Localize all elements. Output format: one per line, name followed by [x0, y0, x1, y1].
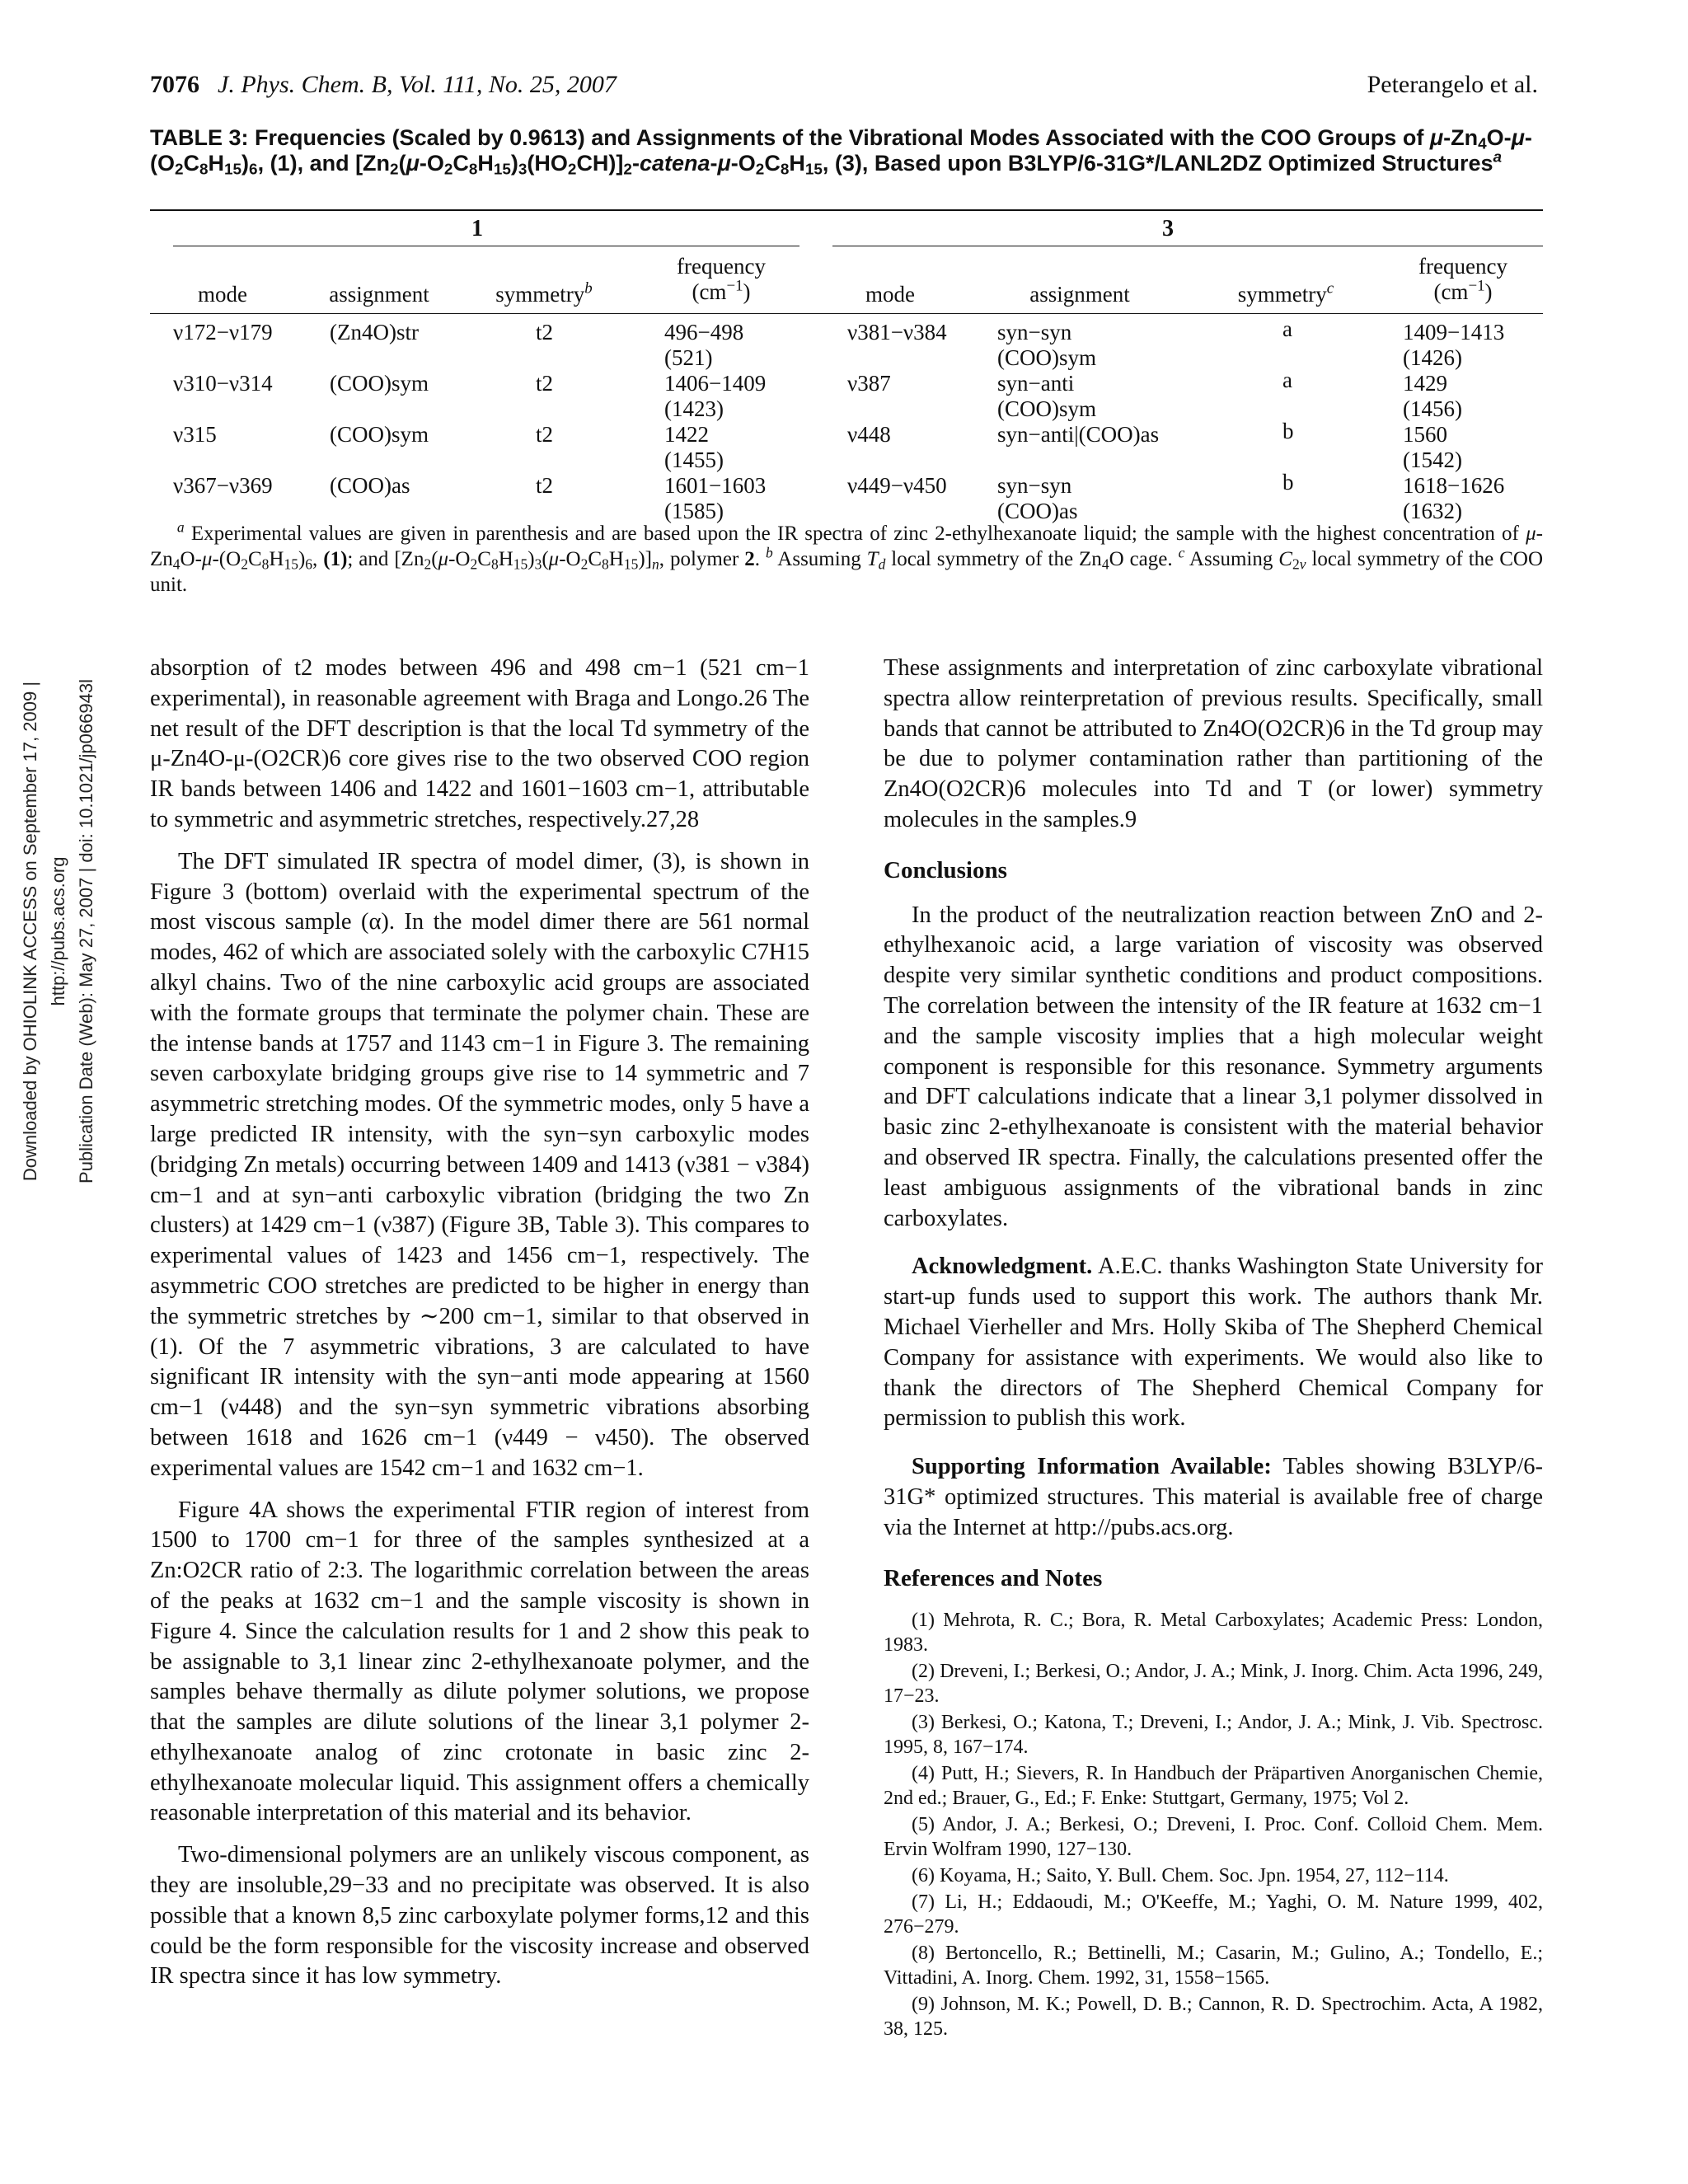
experimental-cell: (1585): [664, 499, 724, 523]
page-number: 7076: [150, 71, 199, 98]
assignment-cell: (COO)as: [997, 499, 1078, 523]
experimental-cell: (1632): [1403, 499, 1462, 523]
frequency-cell: 1601−1603: [664, 473, 767, 498]
symmetry-cell: t2: [536, 371, 554, 396]
col-mode-3: mode: [865, 282, 915, 307]
col-frequency-3: frequency $(cm^{-1})$: [1418, 254, 1507, 304]
mode-cell: ν315: [173, 422, 217, 447]
symmetry-cell: t2: [536, 320, 554, 344]
supporting-info: Supporting Information Available: Tables showing B3LYP/6-31G* optimized structures. This material is available free of charge via the Internet at http://pubs.acs.org.: [884, 1454, 1543, 1540]
symmetry-cell: t2: [536, 473, 554, 498]
experimental-cell: (1455): [664, 448, 724, 472]
table-footnote: $^a$ Experimental values are given in parenthesis and are based upon the IR spectra of zinc 2-ethylhexanoate liquid; the sample with the highest concentration of $\mu-Zn_4O-\mu-(O_2C_8H_{15})_6$, (1); and $[Zn_2(\mu-O_2C_8H_{15})_3(\mu-O_2C_8H_{15})]_n$, polymer 2. $^b$ Assuming $T_d$ local symmetry of the $Zn_4O$ cage. $^c$ Assuming $C_{2v}$ local symmetry of the COO unit.: [150, 518, 1544, 596]
mode-cell: ν367−ν369: [173, 473, 273, 498]
sidebar-line-1: Downloaded by OHIOLINK ACCESS on September 17, 2009 | http://pubs.acs.org: [20, 681, 68, 1182]
assignment-cell: (Zn4O)str: [330, 320, 419, 344]
left-column: [150, 654, 809, 2004]
journal-citation: J. Phys. Chem. B, Vol. 111, No. 25, 2007: [218, 71, 617, 98]
mode-cell: ν448: [847, 422, 891, 447]
reference-item: (8) Bertoncello, R.; Bettinelli, M.; Casarin, M.; Gulino, A.; Tondello, E.; Vittadini, A. Inorg. Chem. 1992, 31, 1558−1565.: [884, 1943, 1543, 1990]
conclusions-text: In the product of the neutralization reaction between ZnO and 2-ethylhexanoic acid, a large variation of viscosity was observed despite very similar synthetic conditions and product compositions. The correlation between the intensity of the IR feature at 1632 cm−1 and the sample viscosity implies that a high molecular weight component is responsible for this resonance. Symmetry arguments and DFT calculations indicate that a linear 3,1 polymer dissolved in basic zinc 2-ethylhexanoate is consistent with the material behavior and observed IR spectra. Finally, the calculations presented offer the least ambiguous assignments of the vibrational bands in zinc carboxylates.: [884, 902, 1543, 1231]
col-assignment-1: assignment: [329, 282, 429, 307]
assignment-cell: (COO)sym: [330, 371, 429, 396]
col-symmetry-1: symmetry$^b$: [495, 279, 593, 307]
assignment-cell: (COO)sym: [997, 345, 1096, 370]
mode-cell: ν172−ν179: [173, 320, 273, 344]
assignment-cell: (COO)sym: [330, 422, 429, 447]
paragraph-4: Two-dimensional polymers are an unlikely viscous component, as they are insoluble,29−33 and no precipitate was observed. It is also possible that a known 8,5 zinc carboxylate polymer forms,12 and this could be the form responsible for the viscosity increase and observed IR spectra since it has low symmetry.: [150, 1842, 809, 1990]
experimental-cell: (1426): [1403, 345, 1462, 370]
download-sidebar: [16, 643, 96, 1220]
symmetry-cell: a: [1282, 316, 1292, 341]
reference-item: (9) Johnson, M. K.; Powell, D. B.; Cannon, R. D. Spectrochim. Acta, A 1982, 38, 125.: [884, 1994, 1543, 2041]
paragraph-right-intro: These assignments and interpretation of zinc carboxylate vibrational spectra allow reinterpretation of previous results. Specifically, small bands that cannot be attributed to Zn4O(O2CR)6 in the Td group may be due to polymer contamination rather than partitioning of the Zn4O(O2CR)6 molecules into Td and T (or lower) symmetry molecules in the samples.9: [884, 655, 1543, 832]
assignment-cell: (COO)sym: [997, 396, 1096, 421]
symmetry-cell: a: [1282, 368, 1292, 392]
assignment-cell: syn−anti|(COO)as: [997, 422, 1160, 447]
col-assignment-3: assignment: [1029, 282, 1130, 307]
reference-item: (4) Putt, H.; Sievers, R. In Handbuch der Präpartiven Anorganischen Chemie, 2nd ed.; Brauer, G., Ed.; F. Enke: Stuttgart, Germany, 1975; Vol 2.: [884, 1763, 1543, 1810]
running-header: [150, 71, 617, 99]
table-group-3: 3: [1162, 216, 1174, 241]
sidebar-line-2: Publication Date (Web): May 27, 2007 | doi: 10.1021/jp066943l: [76, 679, 96, 1183]
table-top-rule: [150, 209, 1543, 211]
assignment-cell: syn−syn: [997, 320, 1072, 344]
reference-item: (2) Dreveni, I.; Berkesi, O.; Andor, J. A.; Mink, J. Inorg. Chim. Acta 1996, 249, 17−23.: [884, 1661, 1543, 1708]
reference-item: (1) Mehrota, R. C.; Bora, R. Metal Carboxylates; Academic Press: London, 1983.: [884, 1610, 1543, 1657]
assignment-cell: syn−anti: [997, 371, 1075, 396]
references-heading: References and Notes: [884, 1564, 1103, 1591]
reference-item: (7) Li, H.; Eddaoudi, M.; O'Keeffe, M.; Yaghi, O. M. Nature 1999, 402, 276−279.: [884, 1891, 1543, 1938]
paragraph-2: The DFT simulated IR spectra of model dimer, (3), is shown in Figure 3 (bottom) overlaid with the experimental spectrum of the most viscous sample (α). In the model dimer there are 561 normal modes, 462 of which are associated solely with the carboxylic C7H15 alkyl chains. Two of the nine carboxylic acid groups are associated with the formate groups that terminate the polymer chain. These are the intense bands at 1757 and 1143 cm−1 in Figure 3. The remaining seven carboxylate bridging groups give rise to 14 symmetric and 7 asymmetric stretching modes. Of the symmetric modes, only 5 have a large predicted IR intensity, with the syn−syn carboxylic modes (bridging Zn metals) occurring between 1409 and 1413 (ν381 − ν384) cm−1 and at syn−anti carboxylic vibration (bridging the two Zn clusters) at 1429 cm−1 (ν387) (Figure 3B, Table 3). This compares to experimental values of 1423 and 1456 cm−1, respectively. The asymmetric COO stretches are predicted to be higher in energy than the symmetric stretches by ∼200 cm−1, similar to that observed in (1). Of the 7 asymmetric vibrations, 3 are calculated to have significant IR intensity with the syn−anti mode appearing at 1560 cm−1 (ν448) and the syn−syn symmetric vibrations absorbing between 1618 and 1626 cm−1 (ν449 − ν450). The observed experimental values are 1542 cm−1 and 1632 cm−1.: [150, 848, 809, 1481]
col-symmetry-3: symmetry$^c$: [1237, 279, 1334, 307]
experimental-cell: (1542): [1403, 448, 1462, 472]
col-mode-1: mode: [198, 282, 247, 307]
table-header-rule: [150, 313, 1543, 314]
paragraph-1: absorption of t2 modes between 496 and 498 cm−1 (521 cm−1 experimental), in reasonable agreement with Braga and Longo.26 The net result of the DFT description is that the local Td symmetry of the μ-Zn4O-μ-(O2CR)6 core gives rise to the two observed COO region IR bands between 1406 and 1422 and 1601−1603 cm−1, attributable to symmetric and asymmetric stretches, respectively.27,28: [150, 655, 809, 832]
reference-item: (6) Koyama, H.; Saito, Y. Bull. Chem. Soc. Jpn. 1954, 27, 112−114.: [912, 1865, 1449, 1887]
table-caption: TABLE 3: Frequencies (Scaled by 0.9613) and Assignments of the Vibrational Modes Associated with the COO Groups of $\mu-Zn_4O-\mu-(O_2C_8H_{15})_6$, (1), and $[Zn_2(\mu-O_2C_8H_{15})_3(HO_2CH)]_2-catena-\mu-O_2C_8H_{15}$, (3), Based upon B3LYP/6-31G*/LANL2DZ Optimized Structures$^a$: [150, 125, 1532, 179]
frequency-cell: 1429: [1403, 371, 1447, 396]
frequency-cell: 1618−1626: [1403, 473, 1505, 498]
header-authors: Peterangelo et al.: [1367, 71, 1538, 98]
frequency-cell: 1560: [1403, 422, 1447, 447]
table-group-1: 1: [471, 216, 483, 241]
frequency-cell: 496−498: [664, 320, 744, 344]
experimental-cell: (1456): [1403, 396, 1462, 421]
frequency-cell: 1422: [664, 422, 709, 447]
frequency-cell: 1409−1413: [1403, 320, 1505, 344]
references-list: [884, 1608, 1543, 2041]
symmetry-cell: b: [1282, 470, 1294, 494]
experimental-cell: (521): [664, 345, 713, 370]
reference-item: (3) Berkesi, O.; Katona, T.; Dreveni, I.; Andor, J. A.; Mink, J. Vib. Spectrosc. 1995, 8, 167−174.: [884, 1712, 1543, 1759]
reference-item: (5) Andor, J. A.; Berkesi, O.; Dreveni, I. Proc. Conf. Colloid Chem. Mem. Ervin Wolfram 1990, 127−130.: [884, 1814, 1543, 1861]
frequency-cell: 1406−1409: [664, 371, 767, 396]
mode-cell: ν310−ν314: [173, 371, 273, 396]
symmetry-cell: b: [1282, 419, 1294, 443]
conclusions-heading: Conclusions: [884, 856, 1007, 883]
assignment-cell: syn−syn: [997, 473, 1072, 498]
experimental-cell: (1423): [664, 396, 724, 421]
col-frequency-1: frequency $(cm^{-1})$: [677, 254, 766, 304]
symmetry-cell: t2: [536, 422, 554, 447]
mode-cell: ν381−ν384: [847, 320, 947, 344]
mode-cell: ν387: [847, 371, 891, 396]
mode-cell: ν449−ν450: [847, 473, 947, 498]
assignment-cell: (COO)as: [330, 473, 410, 498]
acknowledgment: Acknowledgment. A.E.C. thanks Washington State University for start-up funds used to support this work. The authors thank Mr. Michael Vierheller and Mrs. Holly Skiba of The Shepherd Chemical Company for assistance with experiments. We would also like to thank the directors of The Shepherd Chemical Company for permission to publish this work.: [884, 1254, 1543, 1432]
paragraph-3: Figure 4A shows the experimental FTIR region of interest from 1500 to 1700 cm−1 for three of the samples synthesized at a Zn:O2CR ratio of 2:3. The logarithmic correlation between the areas of the peaks at 1632 cm−1 and the sample viscosity is shown in Figure 4. Since the calculation results for 1 and 2 show this peak to be assignable to 3,1 linear zinc 2-ethylhexanoate polymer, and the samples behave thermally as dilute polymer solutions, we propose that the samples are dilute solutions of the linear 3,1 polymer 2-ethylhexanoate analog of zinc crotonate in basic zinc 2-ethylhexanoate molecular liquid. This assignment offers a chemically reasonable interpretation of this material and its behavior.: [150, 1497, 809, 1826]
right-column: [884, 654, 1543, 2043]
table-caption-label: TABLE 3:: [150, 125, 249, 150]
